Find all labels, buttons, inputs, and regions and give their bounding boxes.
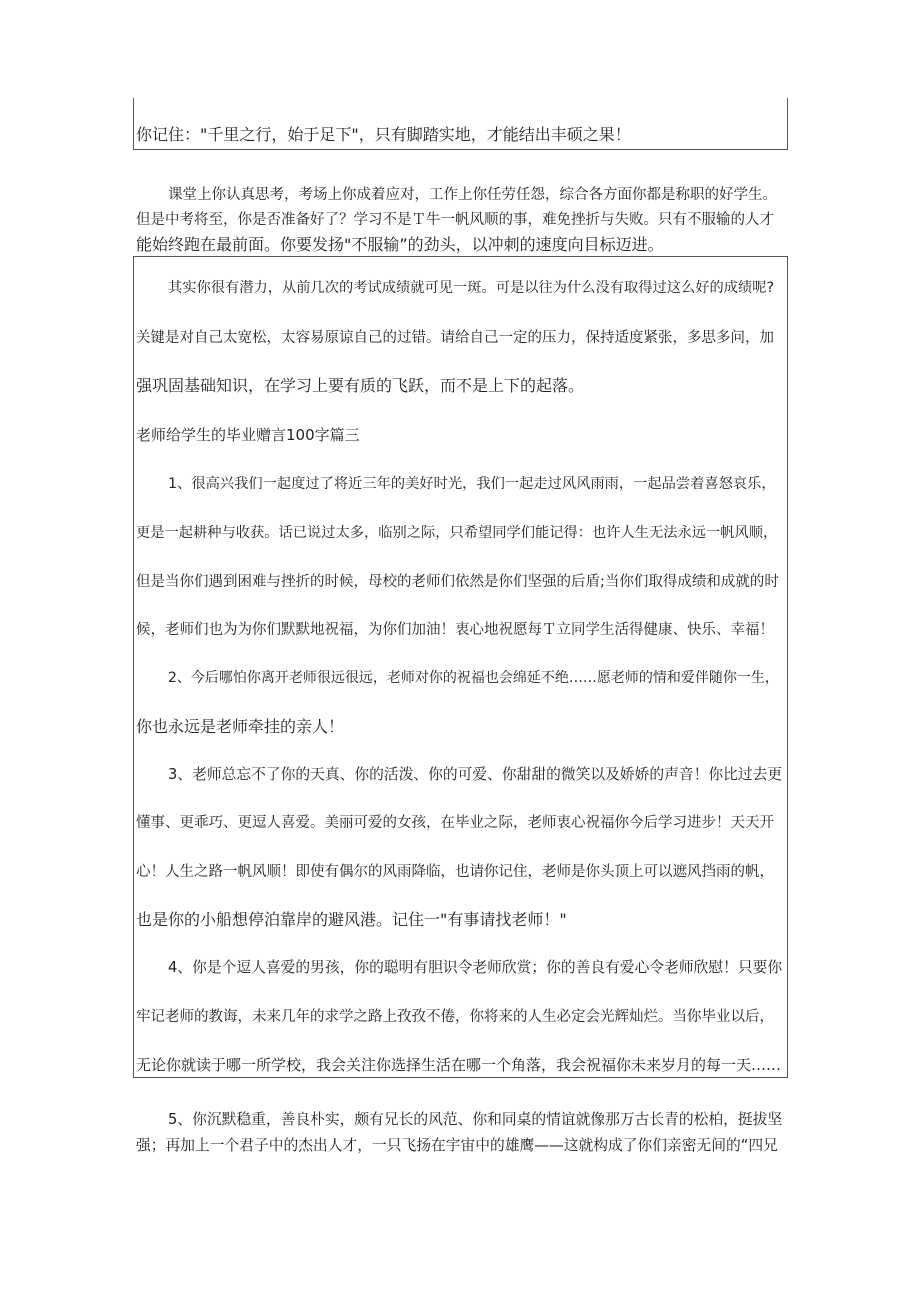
item1-line-1: 1、很高兴我们一起度过了将近三年的美好时光，我们一起走过风风雨雨，一起品尝着喜怒哀乐， — [168, 476, 776, 492]
top-box-line: 你记住："千里之行，始于足下"，只有脚踏实地，才能结出丰硕之果！ — [136, 125, 631, 144]
para5-line-2: 强；再加上一个君子中的杰出人才，一只飞扬在宇宙中的雄鹰——这就构成了你们亲密无间的“四兄 — [136, 1137, 778, 1154]
item4-line-1: 4、你是个逗人喜爱的男孩，你的聪明有胆识令老师欣赏；你的善良有爱心令老师欣慰！只要你 — [168, 959, 783, 976]
item2-line-1: 2、今后哪怕你离开老师很远很远，老师对你的祝福也会绵延不绝……愿老师的情和爱伴随你一生， — [168, 670, 779, 686]
item3-line-3: 心！人生之路一帆风顺！即使有偶尔的风雨降临，也请你记住，老师是你头顶上可以遮风挡雨的帆， — [136, 864, 774, 880]
item1-line-2: 更是一起耕种与收获。话已说过太多，临别之际，只希望同学们能记得：也许人生无法永远一帆风顺， — [136, 525, 778, 541]
item4-line-3: 无论你就读于哪一所学校，我会关注你选择生活在哪一个角落，我会祝福你未来岁月的每一天…… — [136, 1056, 782, 1074]
item2-line-2: 你也永远是老师牵挂的亲人！ — [136, 717, 345, 736]
para-a-line-3: 强巩固基础知识，在学习上要有质的飞跃，而不是上下的起落。 — [136, 376, 585, 395]
para-a-line-2: 关键是对自己太宽松，太容易原谅自己的过错。请给自己一定的压力，保持适度紧张，多思多问，加 — [136, 330, 774, 346]
para1-line-3: 能始终跑在最前面。你要发扬"不服输”的劲头，以冲刺的速度向目标迈进。 — [136, 235, 664, 254]
item3-line-2: 懂事、更乖巧、更逗人喜爱。美丽可爱的女孩，在毕业之际，老师衷心祝福你今后学习进步！天天开 — [136, 815, 774, 831]
item1-line-3: 但是当你们遇到困难与挫折的时候，母校的老师们依然是你们坚强的后盾;当你们取得成绩和成就的时 — [136, 574, 779, 590]
section-heading: 老师给学生的毕业赠言100字篇三 — [136, 426, 360, 444]
para1-line-2: 但是中考将至，你是否准备好了？学习不是Ｔ牛一帆风顺的事，难免挫折与失败。只有不服输的人才 — [136, 212, 774, 228]
item4-line-2: 牢记老师的教诲，未来几年的求学之路上孜孜不倦，你将来的人生必定会光辉灿烂。当你毕业以后， — [136, 1009, 774, 1025]
item1-line-4: 候，老师们也为为你们默默地祝福，为你们加油！衷心地祝愿每Ｔ立同学生活得健康、快乐、幸福！ — [136, 622, 774, 638]
para-a-line-1: 其实你很有潜力，从前几次的考试成绩就可见一斑。可是以往为什么没有取得过这么好的成绩呢? — [168, 280, 775, 296]
para1-line-1: 课堂上你认真思考，考场上你成着应对，工作上你任劳任怨，综合各方面你都是称职的好学生。 — [168, 187, 777, 203]
para5-line-1: 5、你沉默稳重，善良朴实，颇有兄长的风范、你和同桌的情谊就像那万古长青的松柏，挺拔坚 — [168, 1111, 783, 1128]
item3-line-4: 也是你的小船想停泊靠岸的避风港。记住一"有事请找老师！" — [136, 910, 567, 929]
item3-line-1: 3、老师总忘不了你的天真、你的活泼、你的可爱、你甜甜的微笑以及娇娇的声音！你比过去更 — [168, 766, 783, 783]
